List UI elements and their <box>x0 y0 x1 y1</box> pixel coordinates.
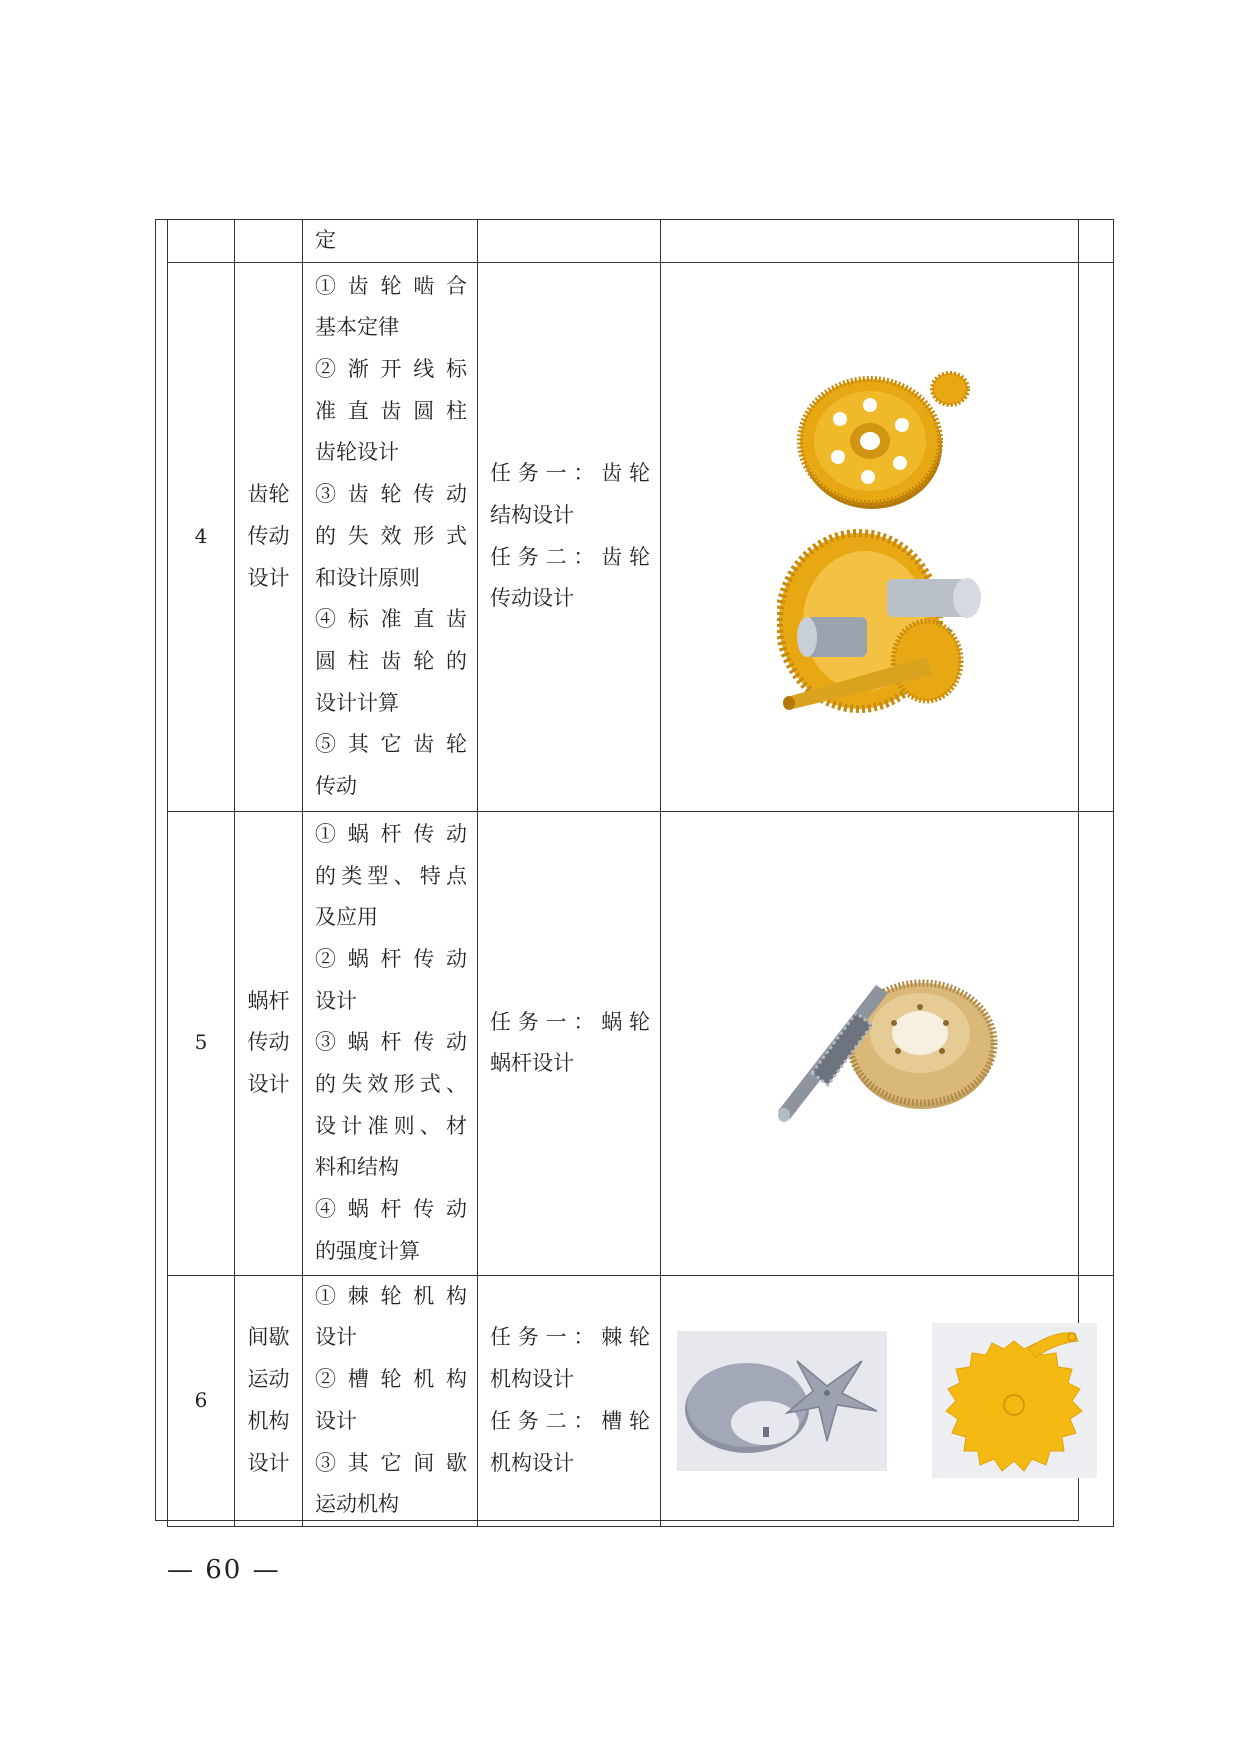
content-cell: ①蜗杆传动 的类型、特点 及应用 ②蜗杆传动 设计 ③蜗杆传动 的失效形式、 设计准则、材 料和结构 ④蜗杆传动 的强度计算 <box>303 811 478 1275</box>
geneva-mechanism-image <box>677 1331 887 1471</box>
table-row <box>168 811 1114 1275</box>
table-row <box>168 262 1114 811</box>
image-cell <box>661 811 1114 1275</box>
module-title: 齿轮 传动 设计 <box>235 262 303 811</box>
module-title: 间歇 运动 机构 设计 <box>235 1275 303 1526</box>
page-number: — 60 — <box>167 1555 281 1585</box>
task-cell: 任务一：棘轮 机构设计 任务二：槽轮 机构设计 <box>478 1275 661 1526</box>
row-number: 6 <box>168 1275 235 1526</box>
worm-gear-image <box>772 963 1002 1123</box>
table-row-continued <box>168 220 1114 263</box>
gear-shaft-assembly-image <box>777 529 997 719</box>
content-cell: ①棘轮机构 设计 ②槽轮机构 设计 ③其它间歇 运动机构 <box>303 1275 478 1526</box>
task-cell: 任务一：蜗轮 蜗杆设计 <box>478 811 661 1275</box>
content-cell: 定 <box>303 220 478 263</box>
content-cell: ①齿轮啮合 基本定律 ②渐开线标 准直齿圆柱 齿轮设计 ③齿轮传动 的失效形式 和设计原则 ④标准直齿 圆柱齿轮的 设计计算 ⑤其它齿轮 传动 <box>303 262 478 811</box>
image-cell <box>661 262 1114 811</box>
row-number: 5 <box>168 811 235 1275</box>
image-cell <box>661 1275 1114 1526</box>
task-cell: 任务一：齿轮 结构设计 任务二：齿轮 传动设计 <box>478 262 661 811</box>
ratchet-wheel-image <box>932 1323 1097 1478</box>
table-row <box>168 1275 1114 1526</box>
spur-gear-image <box>792 355 982 515</box>
module-title: 蜗杆 传动 设计 <box>235 811 303 1275</box>
row-number: 4 <box>168 262 235 811</box>
course-table <box>167 219 1114 1527</box>
